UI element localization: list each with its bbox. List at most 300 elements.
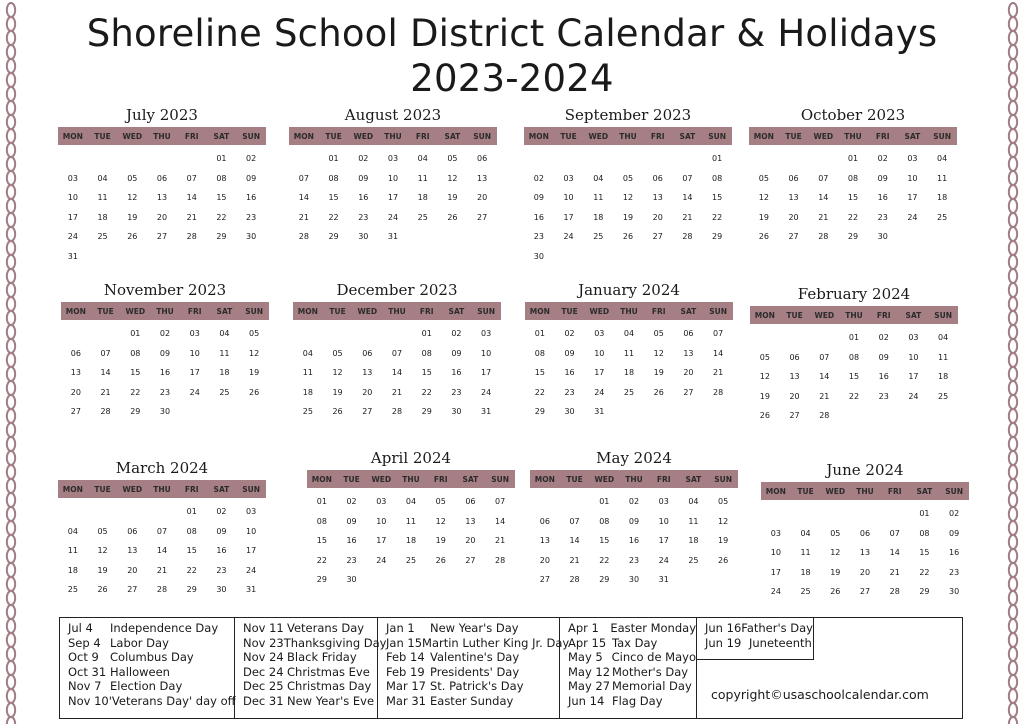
day-cell: 20 xyxy=(789,391,800,401)
holiday-row xyxy=(378,650,559,665)
weekday-label: SAT xyxy=(916,486,933,496)
holiday-date: Oct 9 xyxy=(68,650,99,665)
day-cell: 17 xyxy=(67,212,78,222)
empty-cell xyxy=(352,324,382,344)
day-cell: 10 xyxy=(594,348,605,358)
day-cell: 22 xyxy=(534,387,545,397)
chain-link xyxy=(1009,703,1017,717)
day-cell: 15 xyxy=(186,546,197,555)
day-cell: 02 xyxy=(949,509,960,518)
day-cell: 03 xyxy=(67,173,78,183)
day-cell: 04 xyxy=(417,154,428,163)
day-cell: 24 xyxy=(376,555,387,565)
chain-link xyxy=(7,689,15,703)
chain-link xyxy=(7,129,15,143)
weekday-label: SUN xyxy=(945,486,964,496)
weekday-label: MON xyxy=(765,486,786,496)
day-cell: 03 xyxy=(594,329,605,338)
day-cell: 13 xyxy=(465,516,476,526)
day-cell: 14 xyxy=(156,546,168,555)
chain-link xyxy=(7,549,15,563)
day-cell: 12 xyxy=(622,193,634,202)
day-cell: 20 xyxy=(156,212,168,222)
day-cell: 05 xyxy=(249,329,260,338)
day-cell: 20 xyxy=(859,567,871,577)
day-cell: 12 xyxy=(758,193,769,202)
day-cell: 13 xyxy=(362,368,373,377)
weekday-label: SAT xyxy=(448,306,465,316)
weekday-header xyxy=(761,482,969,500)
day-cell: 16 xyxy=(949,548,960,557)
day-cell: 15 xyxy=(712,193,723,202)
holiday-date: Sep 4 xyxy=(68,635,101,650)
holiday-name: New Year's Eve xyxy=(287,693,375,708)
day-cell: 27 xyxy=(683,387,694,397)
day-grid xyxy=(761,504,969,602)
day-cell: 24 xyxy=(246,565,257,575)
day-cell: 23 xyxy=(533,232,544,241)
chain-border-left xyxy=(4,0,18,724)
day-cell: 27 xyxy=(539,575,550,584)
holiday-date: Dec 24 xyxy=(243,664,284,679)
day-cell: 08 xyxy=(534,348,545,358)
day-cell: 15 xyxy=(421,368,432,377)
month-calendar xyxy=(293,278,501,422)
month-calendar xyxy=(307,446,515,590)
empty-cell xyxy=(820,504,850,524)
day-cell: 26 xyxy=(127,232,138,241)
day-cell: 21 xyxy=(156,565,168,575)
day-cell: 30 xyxy=(533,251,544,261)
day-cell: 03 xyxy=(387,154,399,163)
empty-cell xyxy=(58,149,88,169)
day-cell: 05 xyxy=(435,497,446,506)
chain-link xyxy=(7,143,15,157)
month-calendar xyxy=(524,103,732,266)
weekday-label: FRI xyxy=(184,484,199,494)
day-cell: 02 xyxy=(216,507,227,516)
empty-cell xyxy=(58,502,88,522)
day-cell: 30 xyxy=(159,407,171,416)
holiday-name: St. Patrick's Day xyxy=(430,679,524,694)
chain-link xyxy=(7,101,15,115)
day-cell: 08 xyxy=(919,528,930,538)
day-cell: 21 xyxy=(391,387,403,397)
day-cell: 29 xyxy=(919,587,930,596)
day-cell: 09 xyxy=(878,352,889,362)
chain-link xyxy=(7,171,15,185)
day-cell: 23 xyxy=(564,387,575,397)
weekday-label: FRI xyxy=(187,306,202,316)
day-cell: 11 xyxy=(405,516,417,526)
day-cell: 10 xyxy=(908,352,919,362)
empty-cell xyxy=(177,149,207,169)
chain-link xyxy=(7,325,15,339)
chain-link xyxy=(7,423,15,437)
day-cell: 02 xyxy=(159,329,171,338)
chain-link xyxy=(1009,297,1017,311)
day-cell: 08 xyxy=(328,173,339,183)
weekday-label: SAT xyxy=(679,131,696,141)
day-cell: 24 xyxy=(387,212,399,222)
chain-link xyxy=(7,241,15,255)
holiday-date: Feb 19 xyxy=(386,664,425,679)
day-cell: 18 xyxy=(405,536,417,545)
day-cell: 28 xyxy=(569,575,580,584)
day-cell: 06 xyxy=(788,173,799,183)
chain-link xyxy=(7,213,15,227)
day-cell: 12 xyxy=(127,193,138,202)
chain-link xyxy=(1009,689,1017,703)
weekday-label: SUN xyxy=(491,474,510,484)
chain-link xyxy=(1009,577,1017,591)
chain-link xyxy=(7,339,15,353)
day-cell: 11 xyxy=(219,348,230,358)
empty-cell xyxy=(117,149,147,169)
weekday-label: MON xyxy=(297,306,318,316)
day-cell: 17 xyxy=(563,212,574,222)
day-cell: 11 xyxy=(593,193,604,202)
holiday-date: Jan 15 xyxy=(386,635,423,650)
weekday-label: WED xyxy=(371,474,392,484)
day-cell: 01 xyxy=(316,497,327,506)
day-cell: 23 xyxy=(878,391,889,401)
empty-cell xyxy=(382,324,412,344)
day-cell: 03 xyxy=(770,528,781,538)
day-cell: 20 xyxy=(652,212,663,222)
weekday-header xyxy=(58,127,266,145)
holiday-column xyxy=(560,618,697,718)
day-cell: 20 xyxy=(465,536,476,545)
day-cell: 25 xyxy=(405,555,417,565)
day-cell: 19 xyxy=(830,567,841,577)
chain-link xyxy=(1009,269,1017,283)
day-cell: 25 xyxy=(593,232,604,241)
day-cell: 03 xyxy=(189,329,200,338)
day-cell: 05 xyxy=(447,154,458,163)
day-cell: 25 xyxy=(938,391,949,401)
chain-link xyxy=(1009,241,1017,255)
weekday-label: MON xyxy=(62,131,83,141)
holiday-name: Black Friday xyxy=(287,650,357,665)
empty-cell xyxy=(583,149,613,169)
day-cell: 02 xyxy=(358,154,369,163)
day-cell: 10 xyxy=(563,193,574,202)
holiday-name: Easter Monday xyxy=(610,621,696,635)
day-cell: 06 xyxy=(683,329,694,338)
chain-link xyxy=(7,563,15,577)
holiday-row xyxy=(60,636,234,651)
day-cell: 26 xyxy=(759,411,770,420)
chain-link xyxy=(1009,213,1017,227)
weekday-label: TUE xyxy=(785,131,802,141)
day-cell: 21 xyxy=(713,368,724,377)
day-cell: 18 xyxy=(417,193,428,202)
month-calendar xyxy=(61,278,269,422)
day-cell: 06 xyxy=(362,348,373,358)
weekday-label: WED xyxy=(357,306,378,316)
chain-link xyxy=(7,367,15,381)
holiday-row xyxy=(378,679,559,694)
chain-link xyxy=(1009,171,1017,185)
day-cell: 13 xyxy=(788,193,799,202)
day-cell: 06 xyxy=(156,173,168,183)
day-cell: 08 xyxy=(186,526,197,536)
holiday-name: Halloween xyxy=(110,664,170,679)
empty-cell xyxy=(808,149,838,169)
weekday-label: THU xyxy=(384,131,402,141)
day-cell: 18 xyxy=(937,193,948,202)
weekday-label: SAT xyxy=(680,306,697,316)
day-cell: 23 xyxy=(346,555,357,565)
day-cell: 22 xyxy=(421,387,432,397)
day-cell: 12 xyxy=(759,372,770,381)
chain-link xyxy=(7,451,15,465)
day-cell: 04 xyxy=(405,497,417,506)
holiday-date: Apr 15 xyxy=(568,635,607,650)
chain-link xyxy=(1009,185,1017,199)
day-cell: 07 xyxy=(819,352,830,362)
weekday-label: FRI xyxy=(433,474,448,484)
weekday-label: SUN xyxy=(714,474,733,484)
weekday-label: WED xyxy=(814,310,835,320)
day-cell: 03 xyxy=(481,329,492,338)
chain-link xyxy=(1009,325,1017,339)
holiday-row xyxy=(378,694,559,709)
holiday-row xyxy=(60,665,234,680)
holiday-name: Memorial Day xyxy=(612,679,692,694)
weekday-label: MON xyxy=(753,131,774,141)
day-cell: 01 xyxy=(847,154,859,163)
day-cell: 25 xyxy=(800,587,811,596)
day-cell: 13 xyxy=(652,193,663,202)
day-cell: 22 xyxy=(847,212,859,222)
weekday-label: FRI xyxy=(415,131,430,141)
day-grid xyxy=(750,328,958,426)
holiday-row xyxy=(235,621,377,636)
chain-link xyxy=(7,633,15,647)
month-calendar xyxy=(750,282,958,426)
empty-cell xyxy=(673,149,703,169)
chain-link xyxy=(7,199,15,213)
holiday-name: Independence Day xyxy=(110,621,219,635)
day-cell: 29 xyxy=(130,407,141,416)
month-calendar xyxy=(530,446,738,590)
day-cell: 03 xyxy=(907,154,918,163)
chain-link xyxy=(1009,311,1017,325)
day-cell: 16 xyxy=(877,193,888,202)
holiday-row xyxy=(560,694,696,709)
day-cell: 08 xyxy=(421,348,432,358)
month-calendar xyxy=(58,456,266,600)
chain-link xyxy=(1009,451,1017,465)
day-cell: 15 xyxy=(316,536,327,545)
chain-link xyxy=(1009,479,1017,493)
day-cell: 09 xyxy=(877,173,888,183)
day-cell: 10 xyxy=(387,173,399,183)
month-name: July 2023 xyxy=(126,106,198,124)
day-cell: 07 xyxy=(156,526,168,536)
chain-link xyxy=(7,675,15,689)
holiday-row xyxy=(560,621,696,636)
chain-link xyxy=(1009,227,1017,241)
day-cell: 22 xyxy=(328,212,339,222)
weekday-header xyxy=(524,127,732,145)
day-cell: 01 xyxy=(186,507,197,516)
day-cell: 17 xyxy=(907,193,918,202)
holiday-row xyxy=(60,679,234,694)
day-cell: 08 xyxy=(847,173,859,183)
empty-cell xyxy=(613,149,643,169)
chain-link xyxy=(1009,157,1017,171)
page-title: Shoreline School District Calendar & Holidays xyxy=(86,12,938,55)
day-cell: 31 xyxy=(481,407,492,416)
empty-cell xyxy=(554,149,584,169)
holiday-date: Nov 11 xyxy=(243,621,284,635)
day-cell: 13 xyxy=(156,193,168,202)
day-cell: 27 xyxy=(362,407,373,416)
weekday-label: WED xyxy=(122,131,143,141)
holiday-date: Jul 4 xyxy=(68,621,93,635)
weekday-label: SUN xyxy=(242,131,261,141)
day-cell: 25 xyxy=(219,387,230,397)
day-cell: 27 xyxy=(465,555,476,565)
empty-cell xyxy=(750,328,780,348)
holiday-row xyxy=(697,636,813,651)
weekday-label: WED xyxy=(589,306,610,316)
holiday-date: Dec 25 xyxy=(243,679,284,694)
day-cell: 16 xyxy=(628,536,640,545)
day-cell: 08 xyxy=(130,348,141,358)
day-cell: 23 xyxy=(877,212,888,222)
day-cell: 28 xyxy=(713,387,724,397)
holiday-column xyxy=(697,618,814,660)
day-cell: 18 xyxy=(302,387,313,397)
day-cell: 30 xyxy=(246,232,257,241)
day-cell: 20 xyxy=(539,555,550,565)
day-cell: 30 xyxy=(451,407,462,416)
weekday-label: WED xyxy=(122,484,143,494)
day-cell: 28 xyxy=(889,587,900,596)
chain-link xyxy=(7,115,15,129)
day-cell: 15 xyxy=(599,536,610,545)
holiday-row xyxy=(235,679,377,694)
day-cell: 21 xyxy=(819,391,830,401)
holiday-row xyxy=(560,665,696,680)
day-cell: 14 xyxy=(298,193,309,202)
chain-link xyxy=(1009,339,1017,353)
day-cell: 15 xyxy=(919,548,930,557)
day-cell: 24 xyxy=(907,212,918,222)
month-calendar xyxy=(289,103,497,247)
chain-link xyxy=(1009,661,1017,675)
day-cell: 10 xyxy=(67,193,78,202)
chain-link xyxy=(1009,115,1017,129)
empty-cell xyxy=(289,149,319,169)
day-cell: 28 xyxy=(156,585,168,594)
day-cell: 30 xyxy=(358,232,369,241)
day-cell: 27 xyxy=(477,212,488,222)
empty-cell xyxy=(780,328,810,348)
day-cell: 17 xyxy=(908,372,919,381)
day-cell: 29 xyxy=(712,232,723,241)
weekday-label: TUE xyxy=(786,310,803,320)
day-cell: 21 xyxy=(298,212,309,222)
day-cell: 07 xyxy=(100,348,111,358)
holiday-name: Juneteenth xyxy=(749,635,812,650)
month-name: April 2024 xyxy=(370,449,452,467)
day-cell: 22 xyxy=(316,555,327,565)
holiday-name: Christmas Eve xyxy=(287,664,370,679)
weekday-label: WED xyxy=(353,131,374,141)
day-cell: 03 xyxy=(246,507,257,516)
chain-link xyxy=(1009,521,1017,535)
month-name: November 2023 xyxy=(103,281,227,299)
day-cell: 01 xyxy=(712,154,723,163)
day-cell: 14 xyxy=(569,536,580,545)
day-cell: 24 xyxy=(658,555,669,565)
day-cell: 21 xyxy=(186,212,197,222)
month-calendar xyxy=(749,103,957,247)
weekday-label: SUN xyxy=(245,306,264,316)
day-cell: 07 xyxy=(818,173,829,183)
day-cell: 04 xyxy=(800,528,811,538)
weekday-label: TUE xyxy=(561,306,578,316)
day-cell: 11 xyxy=(688,516,699,526)
day-cell: 28 xyxy=(495,555,506,565)
holiday-row xyxy=(235,635,387,651)
day-cell: 06 xyxy=(70,348,81,358)
day-grid xyxy=(58,502,266,600)
day-cell: 20 xyxy=(683,368,694,377)
holiday-row xyxy=(378,621,559,636)
holiday-name: Valentine's Day xyxy=(430,650,520,665)
day-cell: 14 xyxy=(682,193,693,202)
weekday-label: SUN xyxy=(242,484,261,494)
day-cell: 15 xyxy=(534,368,545,377)
chain-link xyxy=(7,157,15,171)
chain-link xyxy=(1009,423,1017,437)
chain-link xyxy=(7,409,15,423)
chain-link xyxy=(1009,605,1017,619)
day-cell: 07 xyxy=(495,497,506,506)
day-cell: 28 xyxy=(186,232,197,241)
day-cell: 14 xyxy=(713,348,724,358)
day-cell: 27 xyxy=(156,232,168,241)
weekday-label: MON xyxy=(534,474,555,484)
day-cell: 09 xyxy=(533,193,544,202)
day-cell: 05 xyxy=(653,329,664,338)
day-cell: 30 xyxy=(346,575,357,584)
day-grid xyxy=(749,149,957,247)
day-cell: 01 xyxy=(216,154,227,163)
holiday-name: Thanksgiving Day xyxy=(283,635,387,650)
day-cell: 01 xyxy=(534,329,545,338)
holiday-column xyxy=(235,618,387,718)
holiday-name: Martin Luther King Jr. Day xyxy=(422,635,570,650)
day-cell: 29 xyxy=(316,575,327,584)
holiday-name: Columbus Day xyxy=(110,650,194,665)
day-cell: 24 xyxy=(481,387,492,397)
day-cell: 26 xyxy=(435,555,446,565)
day-cell: 16 xyxy=(451,368,462,377)
day-cell: 31 xyxy=(67,251,78,261)
day-cell: 07 xyxy=(713,329,724,338)
holiday-column xyxy=(378,618,570,718)
holiday-date: Jun 16 xyxy=(705,621,742,635)
day-cell: 14 xyxy=(818,193,829,202)
holiday-row xyxy=(235,665,377,680)
